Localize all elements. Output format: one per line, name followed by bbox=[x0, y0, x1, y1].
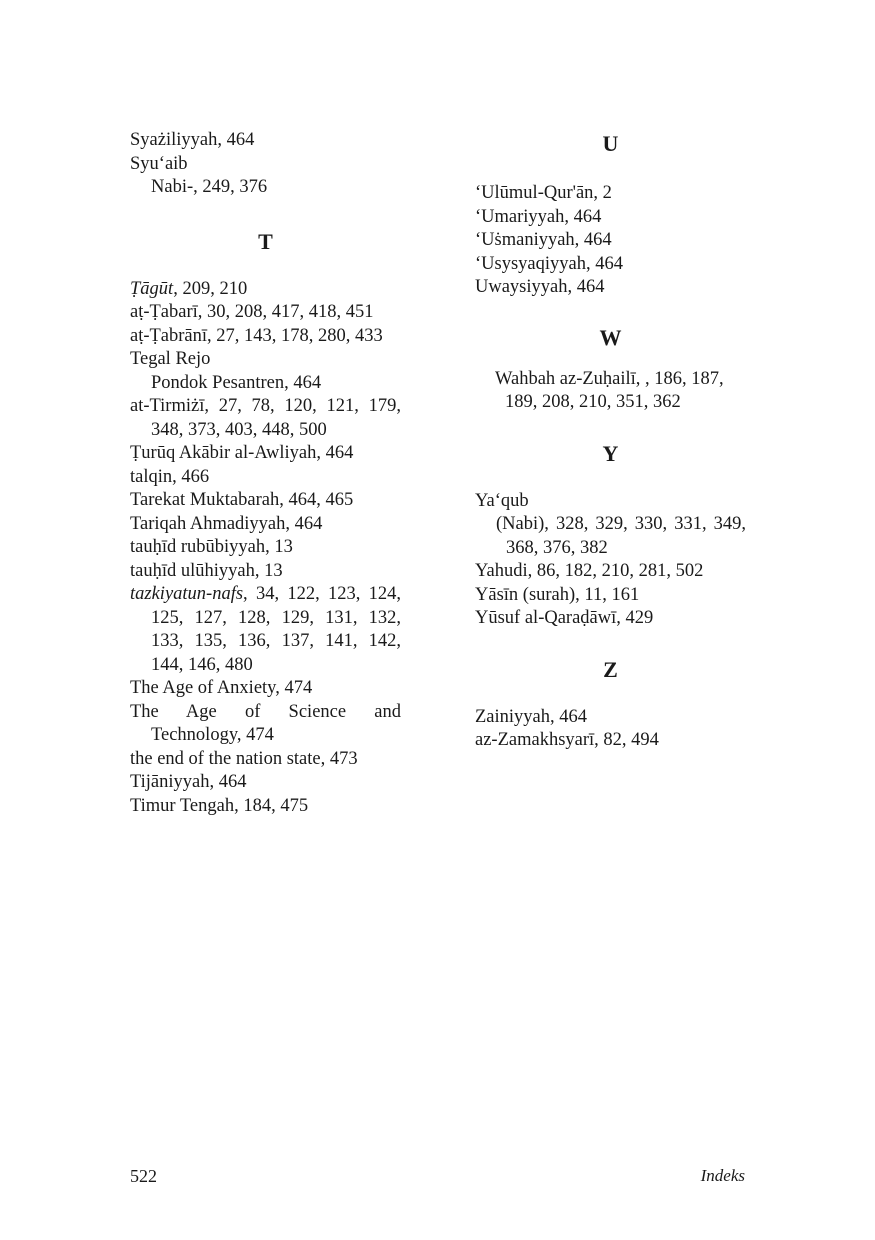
spacer bbox=[475, 466, 746, 490]
index-entry-syuaib: Syu‘aib bbox=[130, 153, 188, 174]
index-entry-tagut bbox=[130, 278, 401, 302]
index-entry-wahbah-line1: Wahbah az-Zuḥailī, , 186, 187, bbox=[495, 368, 724, 389]
spacer bbox=[475, 631, 746, 658]
index-term-tagut: Ṭāgūt bbox=[130, 278, 174, 299]
index-entry-age-of-science: The Age of Science and Technology, 474 bbox=[130, 701, 401, 745]
index-entry-zamakhsyari: az-Zamakhsyarī, 82, 494 bbox=[475, 730, 659, 750]
index-entry-tabari: aṭ-Ṭabarī, 30, 208, 417, 418, 451 bbox=[130, 302, 374, 322]
index-entry-yahudi: Yahudi, 86, 182, 210, 281, 502 bbox=[475, 561, 704, 581]
index-entry-wahbah-line2: 189, 208, 210, 351, 362 bbox=[505, 392, 681, 412]
index-entry-yusuf: Yūsuf al-Qaraḍāwī, 429 bbox=[475, 608, 654, 628]
running-footer-section: Indeks bbox=[700, 1166, 745, 1185]
index-entry-turuq: Ṭurūq Akābir al-Awliyah, 464 bbox=[130, 443, 354, 463]
index-entry-ulumul-quran: ‘Ulūmul-Qur'ān, 2 bbox=[475, 183, 612, 203]
index-entry-tazkiyatun-nafs bbox=[130, 583, 401, 677]
index-column-right bbox=[475, 182, 746, 753]
index-pages-tagut: , 209, 210 bbox=[173, 278, 248, 299]
section-letter-u-wrapper bbox=[475, 132, 746, 156]
spacer bbox=[130, 200, 401, 230]
index-subentry-syuaib-nabi: Nabi-, 249, 376 bbox=[151, 177, 268, 197]
index-entry-uwaysiyyah: Uwaysiyyah, 464 bbox=[475, 277, 605, 297]
index-entry-tegal-rejo: Tegal Rejo bbox=[130, 349, 211, 369]
page-number: 522 bbox=[130, 1166, 157, 1186]
index-entry-tariqah: Tariqah Ahmadiyyah, 464 bbox=[130, 513, 323, 534]
index-entry-tirmizi: at-Tirmiżī, 27, 78, 120, 121, 179, 348, 373, 403, 448, 500 bbox=[130, 396, 401, 440]
index-entry-usysyaqiyyah: ‘Usysyaqiyyah, 464 bbox=[475, 253, 623, 274]
index-subentry-yaqub-nabi bbox=[475, 513, 746, 560]
index-entry-usmaniyyah: ‘Uṡmaniyyah, 464 bbox=[475, 230, 612, 250]
section-letter-z: Z bbox=[603, 656, 618, 682]
index-entry-syaziliyyah: Syażiliyyah, 464 bbox=[130, 130, 255, 150]
index-entry-talqin: talqin, 466 bbox=[130, 466, 210, 487]
index-entry-umariyyah: ‘Umariyyah, 464 bbox=[475, 206, 602, 227]
spacer bbox=[475, 682, 746, 706]
index-term-tazkiyatun-nafs: tazkiyatun-nafs bbox=[130, 584, 244, 604]
section-letter-t: T bbox=[258, 228, 273, 254]
section-letter-y: Y bbox=[602, 440, 619, 466]
spacer bbox=[475, 300, 746, 326]
index-entry-tauhid-uluhiyyah: tauḥīd ulūhiyyah, 13 bbox=[130, 560, 283, 581]
index-entry-zainiyyah: Zainiyyah, 464 bbox=[475, 706, 588, 727]
index-pages-tazkiyatun-nafs: , 34, 122, 123, 124, 125, 127, 128, 129, 131, 132, 133, 135, 136, 137, 141, 142, 144, 146, 480 bbox=[151, 584, 401, 675]
index-subentry-yaqub-nabi-text: (Nabi), 328, 329, 330, 331, 349, 368, 376, 382 bbox=[496, 514, 746, 558]
spacer bbox=[475, 350, 746, 368]
index-entry-tijaniyyah: Tijāniyyah, 464 bbox=[130, 772, 247, 792]
index-subentry-pondok-pesantren: Pondok Pesantren, 464 bbox=[151, 372, 322, 393]
index-entry-end-of-nation-state: the end of the nation state, 473 bbox=[130, 748, 358, 769]
index-entry-tarekat: Tarekat Muktabarah, 464, 465 bbox=[130, 490, 354, 510]
index-entry-tabrani: aṭ-Ṭabrānī, 27, 143, 178, 280, 433 bbox=[130, 325, 383, 346]
section-letter-u: U bbox=[602, 131, 619, 156]
section-letter-w: W bbox=[599, 324, 622, 350]
index-entry-yasin: Yāsīn (surah), 11, 161 bbox=[475, 584, 640, 605]
index-entry-tauhid-rububiyyah: tauḥīd rubūbiyyah, 13 bbox=[130, 537, 293, 557]
index-column-left bbox=[130, 129, 401, 818]
index-entry-timur-tengah: Timur Tengah, 184, 475 bbox=[130, 795, 309, 816]
spacer bbox=[130, 254, 401, 278]
spacer bbox=[475, 415, 746, 442]
index-entry-age-of-anxiety: The Age of Anxiety, 474 bbox=[130, 678, 313, 698]
index-entry-wahbah bbox=[475, 368, 746, 415]
index-entry-yaqub: Ya‘qub bbox=[475, 490, 529, 511]
